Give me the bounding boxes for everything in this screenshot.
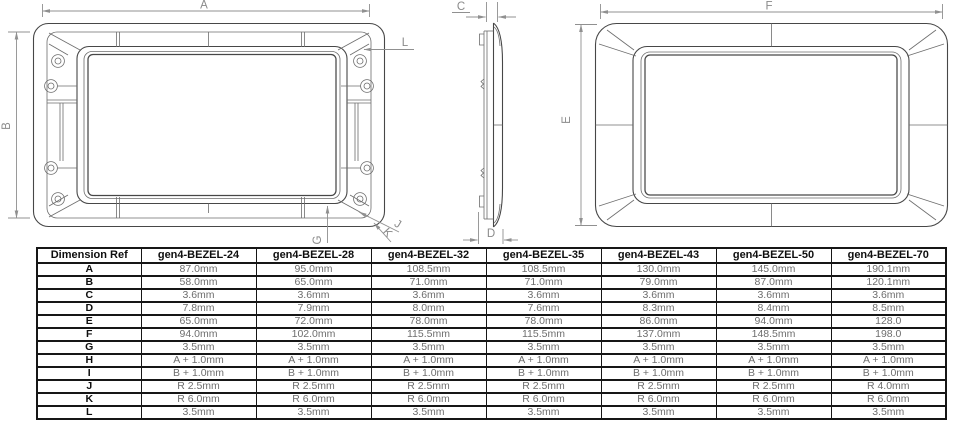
back-view: [1, 0, 414, 244]
dimension-value-cell: 137.0mm: [601, 328, 716, 341]
dimension-value-cell: 190.1mm: [831, 263, 946, 276]
dimension-value-cell: 86.0mm: [601, 315, 716, 328]
dimension-value-cell: 3.6mm: [486, 289, 601, 302]
dimension-value-cell: 3.5mm: [601, 341, 716, 354]
table-row: [37, 328, 946, 341]
dimension-value-cell: 198.0: [831, 328, 946, 341]
table-row: [37, 354, 946, 367]
dimension-value-cell: R 2.5mm: [486, 380, 601, 393]
dimension-ref-cell: A: [37, 263, 141, 276]
dimension-ref-cell: L: [37, 406, 141, 419]
dimension-value-cell: 87.0mm: [716, 276, 831, 289]
dimension-value-cell: 8.5mm: [831, 302, 946, 315]
front-outer-edge: [596, 24, 948, 227]
product-column-header: gen4-BEZEL-32: [371, 248, 486, 263]
front-view-dimensions: [561, 1, 943, 226]
dimension-value-cell: 3.5mm: [141, 341, 256, 354]
dimension-value-cell: B + 1.0mm: [831, 367, 946, 380]
front-corner-blends: [596, 24, 948, 227]
dimension-value-cell: A + 1.0mm: [371, 354, 486, 367]
dimension-value-cell: B + 1.0mm: [141, 367, 256, 380]
dimension-value-cell: 102.0mm: [256, 328, 371, 341]
dimension-value-cell: R 6.0mm: [141, 393, 256, 406]
dimension-value-cell: B + 1.0mm: [256, 367, 371, 380]
dimension-value-cell: 3.5mm: [716, 341, 831, 354]
dimension-value-cell: 145.0mm: [716, 263, 831, 276]
back-inner-wall: [47, 32, 371, 218]
dimension-value-cell: 115.5mm: [371, 328, 486, 341]
dimension-value-cell: 3.5mm: [371, 406, 486, 419]
side-mount-plate: [480, 31, 494, 219]
dimension-value-cell: R 2.5mm: [716, 380, 831, 393]
ref-column-header: Dimension Ref: [37, 248, 141, 263]
dimension-value-cell: 3.5mm: [601, 406, 716, 419]
dimension-value-cell: 3.5mm: [141, 406, 256, 419]
dimension-value-cell: 3.6mm: [716, 289, 831, 302]
side-view-dimensions: [452, 1, 518, 244]
dimension-value-cell: A + 1.0mm: [256, 354, 371, 367]
table-row: [37, 263, 946, 276]
dimension-value-cell: 78.0mm: [486, 315, 601, 328]
front-bezel-lip-outer: [633, 47, 909, 204]
dimension-value-cell: 3.5mm: [831, 406, 946, 419]
dimension-ref-cell: J: [37, 380, 141, 393]
dimension-value-cell: A + 1.0mm: [601, 354, 716, 367]
dimension-value-cell: 3.6mm: [831, 289, 946, 302]
dimension-value-cell: 120.1mm: [831, 276, 946, 289]
dim-label-k: K: [380, 226, 395, 240]
dimension-value-cell: R 6.0mm: [256, 393, 371, 406]
dimension-value-cell: A + 1.0mm: [486, 354, 601, 367]
dim-label-f: F: [765, 0, 773, 13]
dimension-value-cell: 8.0mm: [371, 302, 486, 315]
dimension-value-cell: 8.3mm: [601, 302, 716, 315]
dimension-value-cell: 78.0mm: [371, 315, 486, 328]
table-row: [37, 393, 946, 406]
dim-label-b: B: [1, 122, 13, 130]
dimension-value-cell: 3.5mm: [486, 341, 601, 354]
table-body: [37, 263, 946, 419]
dimension-value-cell: 3.5mm: [716, 406, 831, 419]
product-column-header: gen4-BEZEL-28: [256, 248, 371, 263]
dimension-value-cell: 3.5mm: [486, 406, 601, 419]
dimension-value-cell: R 4.0mm: [831, 380, 946, 393]
dimension-value-cell: 3.5mm: [371, 341, 486, 354]
dim-label-l: L: [401, 37, 409, 49]
dimension-value-cell: 3.5mm: [831, 341, 946, 354]
table-row: [37, 367, 946, 380]
screw-bosses: [45, 55, 374, 206]
dimension-value-cell: 87.0mm: [141, 263, 256, 276]
dimension-value-cell: 3.6mm: [601, 289, 716, 302]
dimension-value-cell: 7.9mm: [256, 302, 371, 315]
dimension-ref-cell: D: [37, 302, 141, 315]
dimension-value-cell: B + 1.0mm: [601, 367, 716, 380]
product-column-header: gen4-BEZEL-24: [141, 248, 256, 263]
dimension-value-cell: 128.0: [831, 315, 946, 328]
dimension-value-cell: B + 1.0mm: [716, 367, 831, 380]
dimension-ref-cell: F: [37, 328, 141, 341]
dim-label-g: G: [312, 235, 324, 245]
corner-gussets: [49, 33, 369, 217]
dimension-value-cell: R 2.5mm: [601, 380, 716, 393]
dimension-value-cell: R 6.0mm: [831, 393, 946, 406]
dim-label-c: C: [456, 1, 466, 13]
back-frame-inner: [84, 52, 340, 199]
dimension-value-cell: 3.5mm: [256, 406, 371, 419]
product-column-header: gen4-BEZEL-43: [601, 248, 716, 263]
side-view: [452, 1, 518, 244]
dimension-value-cell: A + 1.0mm: [141, 354, 256, 367]
dimension-value-cell: 3.6mm: [141, 289, 256, 302]
dimension-value-cell: R 2.5mm: [141, 380, 256, 393]
dimension-value-cell: 130.0mm: [601, 263, 716, 276]
dimension-value-cell: 3.6mm: [256, 289, 371, 302]
dim-label-e: E: [561, 116, 573, 124]
table-row: [37, 406, 946, 419]
dimension-ref-cell: K: [37, 393, 141, 406]
dimension-value-cell: 3.6mm: [371, 289, 486, 302]
dimension-value-cell: A + 1.0mm: [831, 354, 946, 367]
dimension-ref-cell: E: [37, 315, 141, 328]
dimension-value-cell: 108.5mm: [371, 263, 486, 276]
dimension-value-cell: R 6.0mm: [371, 393, 486, 406]
dim-label-j: J: [392, 217, 403, 232]
table-row: [37, 302, 946, 315]
product-column-header: gen4-BEZEL-35: [486, 248, 601, 263]
dimension-value-cell: 7.8mm: [141, 302, 256, 315]
dimension-value-cell: 94.0mm: [716, 315, 831, 328]
product-column-header: gen4-BEZEL-50: [716, 248, 831, 263]
dimension-ref-cell: G: [37, 341, 141, 354]
table-row: [37, 289, 946, 302]
dimension-ref-cell: H: [37, 354, 141, 367]
ribs: [47, 32, 371, 218]
dimension-value-cell: B + 1.0mm: [486, 367, 601, 380]
table-row: [37, 315, 946, 328]
product-column-header: gen4-BEZEL-70: [831, 248, 946, 263]
dimension-ref-cell: B: [37, 276, 141, 289]
dimension-value-cell: 71.0mm: [371, 276, 486, 289]
dimension-value-cell: 3.5mm: [256, 341, 371, 354]
dimension-value-cell: R 6.0mm: [486, 393, 601, 406]
dimension-value-cell: 71.0mm: [486, 276, 601, 289]
dimension-value-cell: B + 1.0mm: [371, 367, 486, 380]
dimension-value-cell: 72.0mm: [256, 315, 371, 328]
table-row: [37, 380, 946, 393]
dimension-value-cell: 115.5mm: [486, 328, 601, 341]
dimension-value-cell: 79.0mm: [601, 276, 716, 289]
dimension-value-cell: 65.0mm: [256, 276, 371, 289]
dimension-value-cell: 95.0mm: [256, 263, 371, 276]
table-row: [37, 341, 946, 354]
dimension-value-cell: 7.6mm: [486, 302, 601, 315]
dimension-value-cell: A + 1.0mm: [716, 354, 831, 367]
dimension-value-cell: 94.0mm: [141, 328, 256, 341]
table-row: [37, 276, 946, 289]
dimension-value-cell: R 6.0mm: [716, 393, 831, 406]
dimension-value-cell: 8.4mm: [716, 302, 831, 315]
dimension-value-cell: R 2.5mm: [371, 380, 486, 393]
dimension-value-cell: 148.5mm: [716, 328, 831, 341]
table-header-row: [37, 248, 946, 263]
front-display-window: [645, 55, 897, 195]
back-frame-outer: [77, 47, 347, 204]
dimension-ref-cell: C: [37, 289, 141, 302]
dimension-value-cell: 65.0mm: [141, 315, 256, 328]
dimension-ref-cell: I: [37, 367, 141, 380]
dim-label-a: A: [200, 0, 208, 12]
dimension-value-cell: R 2.5mm: [256, 380, 371, 393]
dimension-value-cell: 108.5mm: [486, 263, 601, 276]
back-display-opening: [88, 55, 336, 196]
dimension-table: [36, 247, 947, 420]
dim-label-d: D: [486, 228, 496, 240]
dimension-value-cell: R 6.0mm: [601, 393, 716, 406]
front-bezel-lip-inner: [641, 52, 901, 198]
front-view: [561, 1, 948, 227]
dimension-value-cell: 58.0mm: [141, 276, 256, 289]
